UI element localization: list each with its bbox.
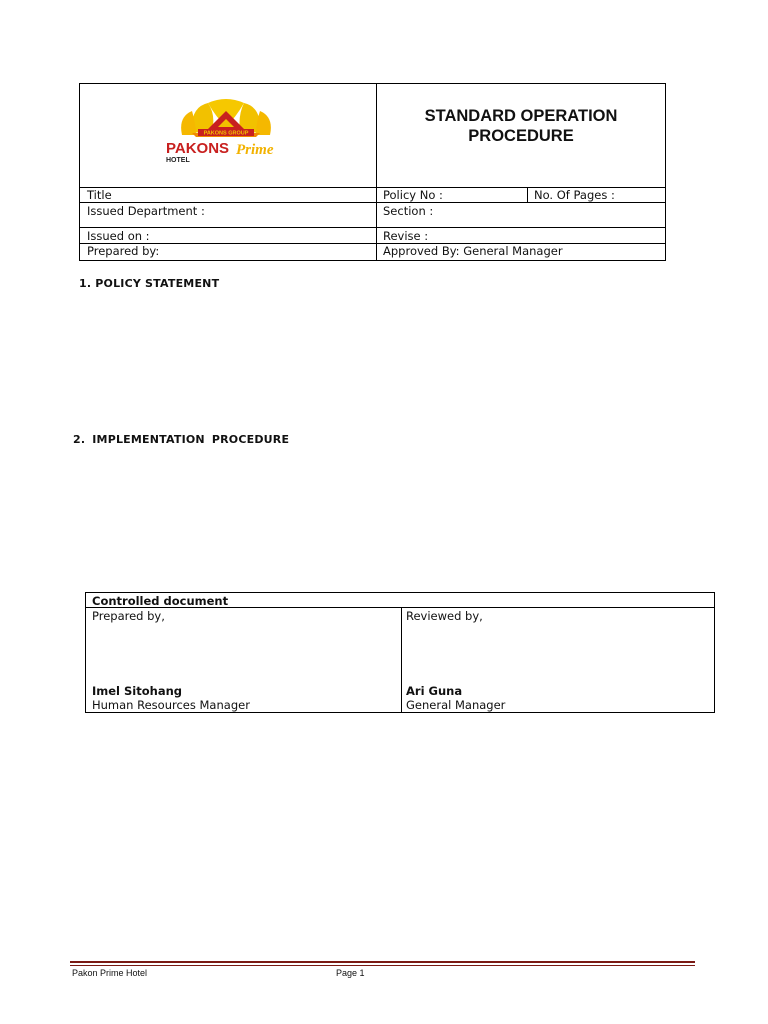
reviewer-name: Ari Guna xyxy=(406,684,463,698)
logo-group-text: PAKONS GROUP xyxy=(203,130,249,137)
footer-rule xyxy=(70,965,695,966)
reviewer-role: General Manager xyxy=(406,698,506,712)
section-label: Section : xyxy=(383,204,434,218)
preparer-role: Human Resources Manager xyxy=(92,698,250,712)
issued-on-label: Issued on : xyxy=(87,229,150,243)
footer-hotel-name: Pakon Prime Hotel xyxy=(72,968,148,978)
approved-by-label: Approved By: General Manager xyxy=(383,244,563,258)
page-title xyxy=(377,106,665,146)
row-divider xyxy=(80,202,665,203)
pakons-prime-hotel-logo xyxy=(152,97,300,169)
footer-rule xyxy=(70,961,695,963)
policy-no-label: Policy No : xyxy=(383,188,443,202)
controlled-document-title: Controlled document xyxy=(92,594,229,608)
prepared-by-label: Prepared by: xyxy=(87,244,160,258)
section-title: IMPLEMENTATION PROCEDURE xyxy=(92,433,290,446)
prepared-by-signature-label: Prepared by, xyxy=(92,609,165,623)
issued-department-label: Issued Department : xyxy=(87,204,205,218)
section-number: 1. xyxy=(79,277,92,290)
page-title-line1: STANDARD OPERATION xyxy=(424,107,618,125)
sop-header-table xyxy=(79,83,666,261)
logo-script-text: Prime xyxy=(236,142,274,158)
page-title-line2: PROCEDURE xyxy=(468,127,574,145)
no-of-pages-label: No. Of Pages : xyxy=(534,188,615,202)
row-divider xyxy=(80,243,665,244)
logo-sub-text: HOTEL xyxy=(166,157,190,164)
footer-page-number: Page 1 xyxy=(336,968,365,978)
col-divider xyxy=(527,187,528,202)
reviewed-by-signature-label: Reviewed by, xyxy=(406,609,483,623)
section-number: 2. xyxy=(73,433,86,446)
logo-brand-text: PAKONS xyxy=(166,140,230,157)
col-divider xyxy=(401,607,402,712)
preparer-name: Imel Sitohang xyxy=(92,684,182,698)
section-title: POLICY STATEMENT xyxy=(95,277,220,290)
row-divider xyxy=(80,227,665,228)
revise-label: Revise : xyxy=(383,229,429,243)
title-label: Title xyxy=(87,188,112,202)
section-heading-implementation xyxy=(73,433,289,446)
section-heading-policy xyxy=(79,277,219,290)
controlled-document-table xyxy=(85,592,715,713)
